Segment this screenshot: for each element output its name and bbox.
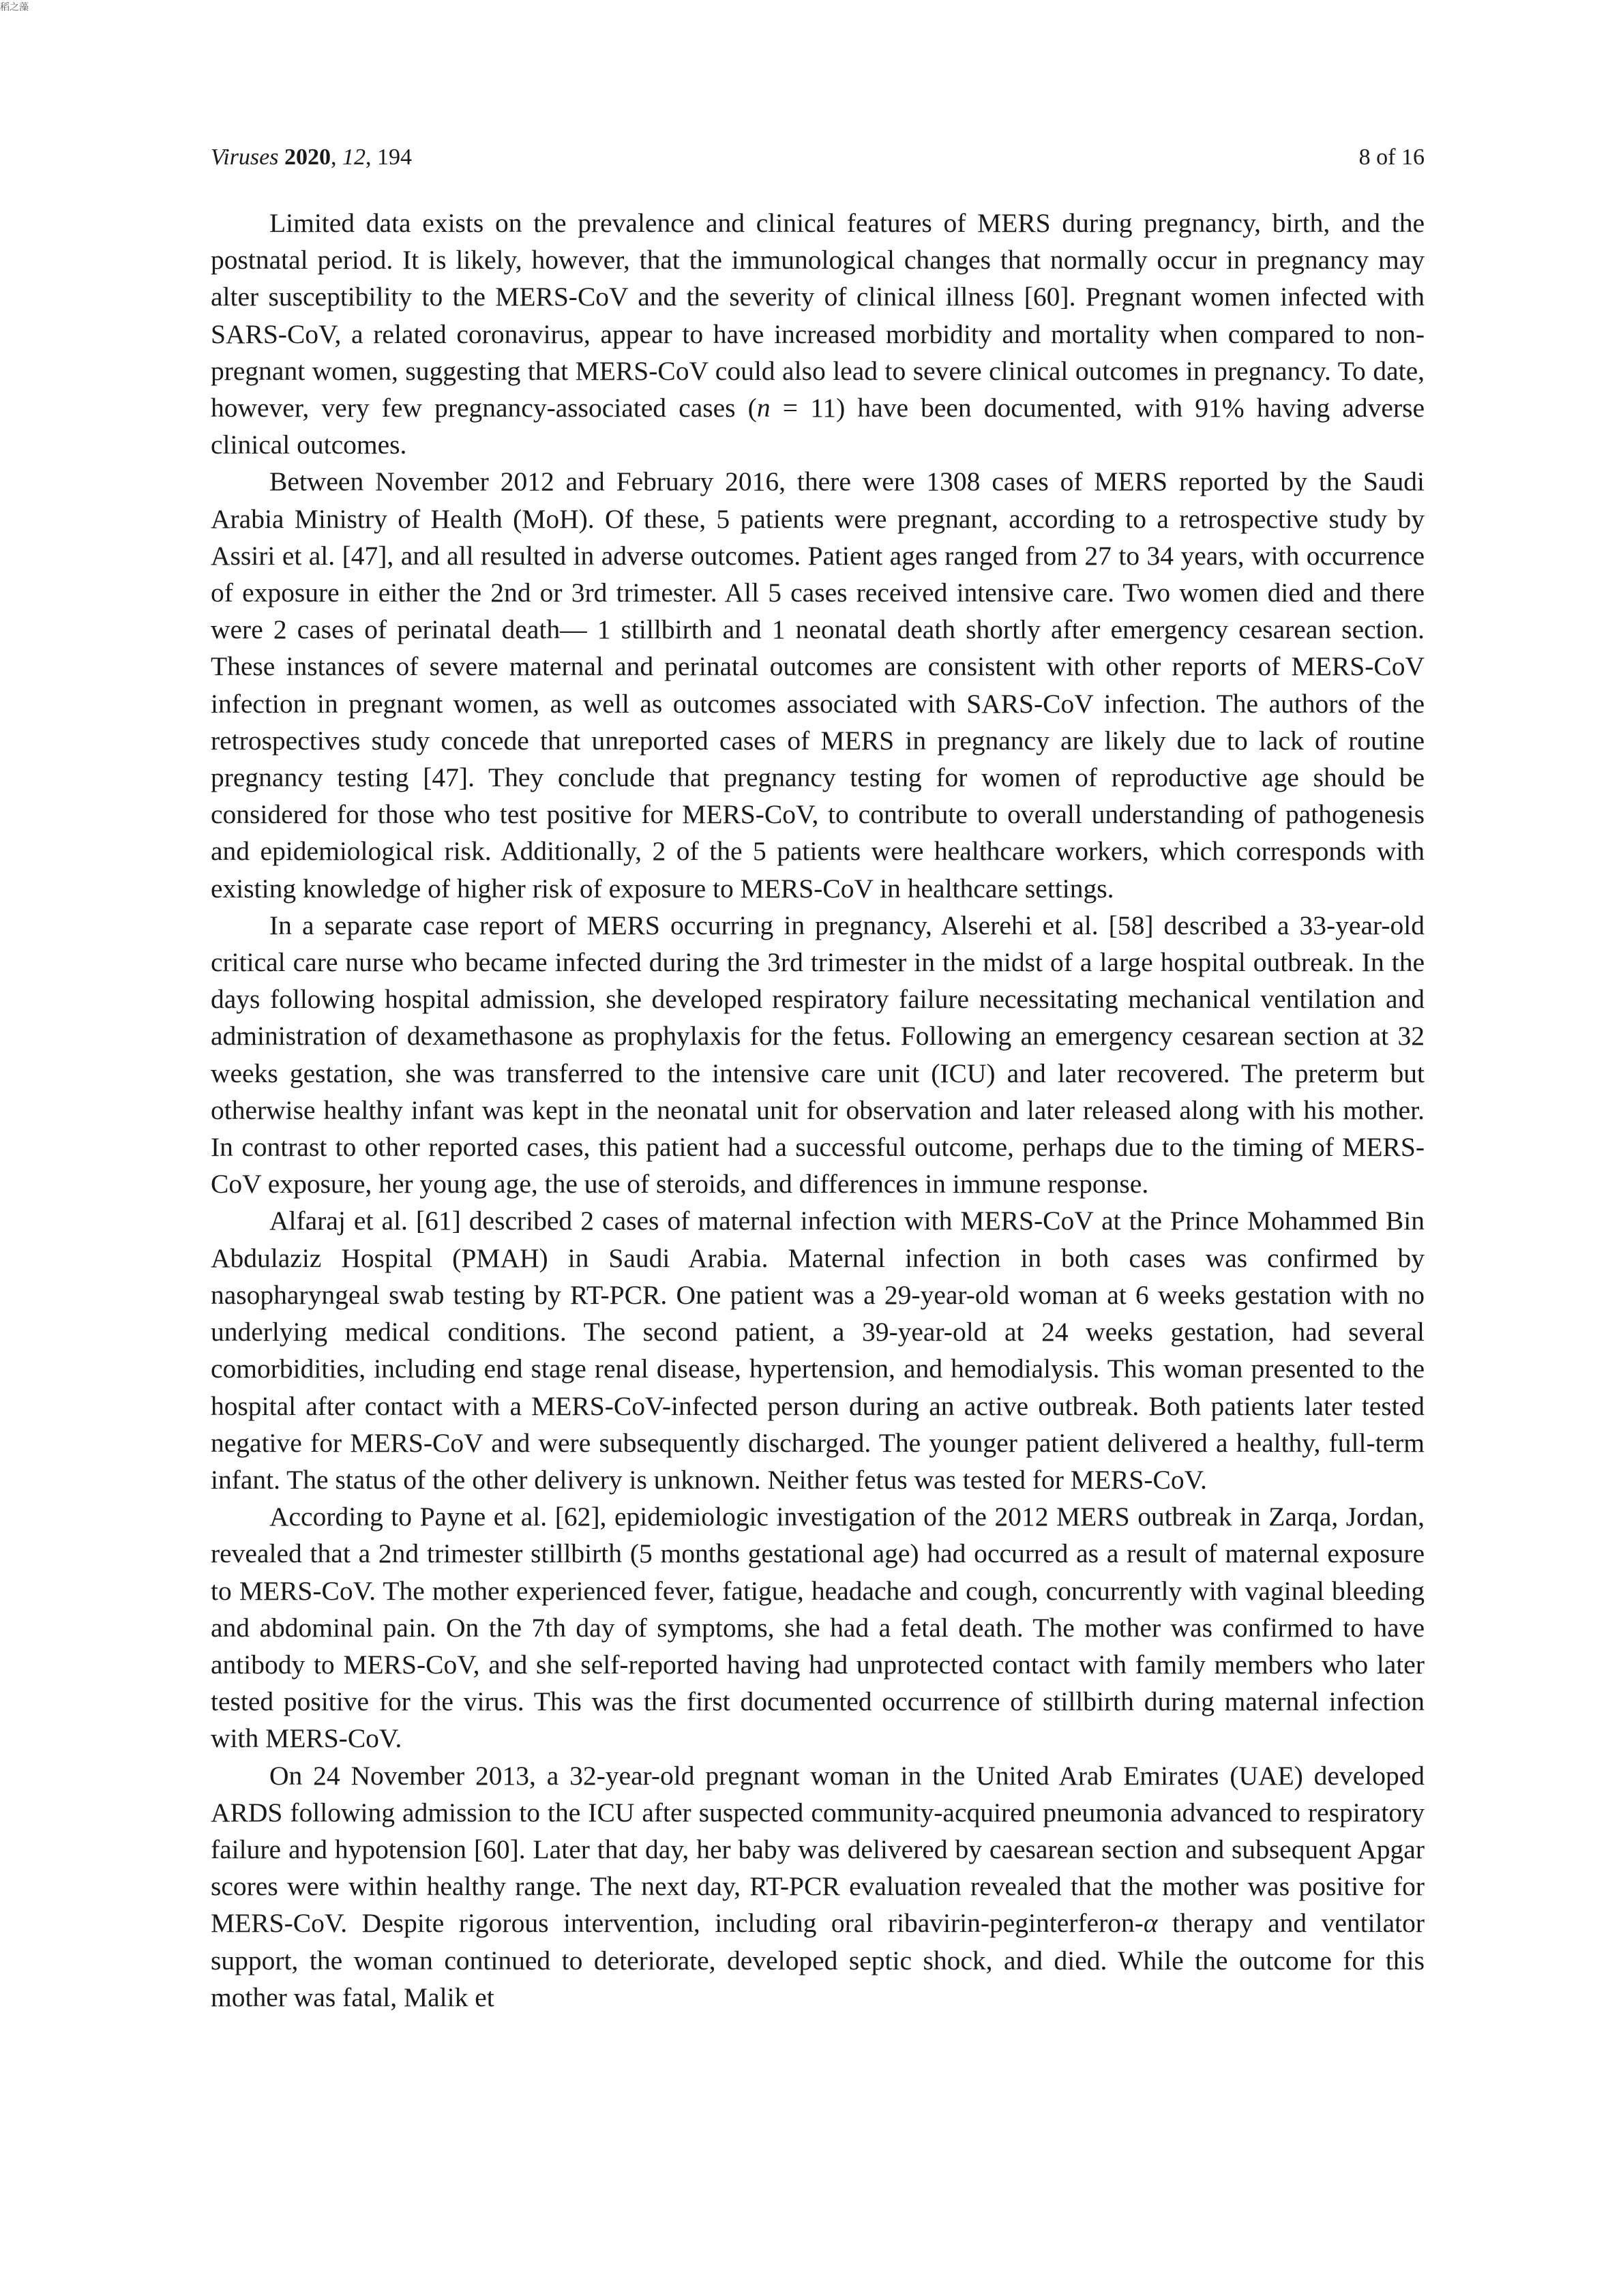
paragraph-2: Between November 2012 and February 2016, there were 1308 cases of MERS reported by the Saudi Arabia Ministry of Health (MoH). Of these, 5 patients were pregnant, according to a retrospective study by Assiri et al. [47], and all resulted in adverse outcomes. Patient ages ranged from 27 to 34 years, with occurrence of exposure in either the 2nd or 3rd trimester. All 5 cases received intensive care. Two women died and there were 2 cases of perinatal death— 1 stillbirth and 1 neonatal death shortly after emergency cesarean section. These instances of severe maternal and perinatal outcomes are consistent with other reports of MERS-CoV infection in pregnant women, as well as outcomes associated with SARS-CoV infection. The authors of the retrospectives study concede that unreported cases of MERS in pregnancy are likely due to lack of routine pregnancy testing [47]. They conclude that pregnancy testing for women of reproductive age should be considered for those who test positive for MERS-CoV, to contribute to overall understanding of pathogenesis and epidemiological risk. Additionally, 2 of the 5 patients were healthcare workers, which corresponds with existing knowledge of higher risk of exposure to MERS-CoV in healthcare settings. [211,466,1425,904]
paragraph-1: Limited data exists on the prevalence and clinical features of MERS during pregnancy, birth, and the postnatal period. It is likely, however, that the immunological changes that normally occur in pregnancy may alter susceptibility to the MERS-CoV and the severity of clinical illness [60]. Pregnant women infected with SARS-CoV, a related coronavirus, appear to have increased morbidity and mortality when compared to non-pregnant women, suggesting that MERS-CoV could also lead to severe clinical outcomes in pregnancy. To date, however, very few pregnancy-associated cases (n = 11) have been documented, with 91% having adverse clinical outcomes. [211,208,1425,460]
paragraph-6: On 24 November 2013, a 32-year-old pregnant woman in the United Arab Emirates (UAE) developed ARDS following admission to the ICU after suspected community-acquired pneumonia advanced to respiratory failure and hypotension [60]. Later that day, her baby was delivered by caesarean section and subsequent Apgar scores were within healthy range. The next day, RT-PCR evaluation revealed that the mother was positive for MERS-CoV. Despite rigorous intervention, including oral ribavirin-peginterferon-α therapy and ventilator support, the woman continued to deteriorate, developed septic shock, and died. While the outcome for this mother was fatal, Malik et [211,1760,1425,2012]
article-number: , 194 [365,145,412,170]
journal-volume: 12 [342,145,366,170]
italic-alpha: α [1143,1908,1158,1939]
journal-name: Viruses [211,145,279,170]
paragraph-5: According to Payne et al. [62], epidemiologic investigation of the 2012 MERS outbreak in Zarqa, Jordan, revealed that a 2nd trimester stillbirth (5 months gestational age) had occurred as a result of maternal exposure to MERS-CoV. The mother experienced fever, fatigue, headache and cough, concurrently with vaginal bleeding and abdominal pain. On the 7th day of symptoms, she had a fetal death. The mother was confirmed to have antibody to MERS-CoV, and she self-reported having had unprotected contact with family members who later tested positive for the virus. This was the first documented occurrence of stillbirth during maternal infection with MERS-CoV. [211,1502,1425,1754]
journal-year: 2020 [284,145,331,170]
paragraph-3: In a separate case report of MERS occurring in pregnancy, Alserehi et al. [58] described a 33-year-old critical care nurse who became infected during the 3rd trimester in the midst of a large hospital outbreak. In the days following hospital admission, she developed respiratory failure necessitating mechanical ventilation and administration of dexamethasone as prophylaxis for the fetus. Following an emergency cesarean section at 32 weeks gestation, she was transferred to the intensive care unit (ICU) and later recovered. The preterm but otherwise healthy infant was kept in the neonatal unit for observation and later released along with his mother. In contrast to other reported cases, this patient had a successful outcome, perhaps due to the timing of MERS-CoV exposure, her young age, the use of steroids, and differences in immune response. [211,910,1425,1199]
paragraph-4: Alfaraj et al. [61] described 2 cases of maternal infection with MERS-CoV at the Prince Mohammed Bin Abdulaziz Hospital (PMAH) in Saudi Arabia. Maternal infection in both cases was confirmed by nasopharyngeal swab testing by RT-PCR. One patient was a 29-year-old woman at 6 weeks gestation with no underlying medical conditions. The second patient, a 39-year-old at 24 weeks gestation, had several comorbidities, including end stage renal disease, hypertension, and hemodialysis. This woman presented to the hospital after contact with a MERS-CoV-infected person during an active outbreak. Both patients later tested negative for MERS-CoV and were subsequently discharged. The younger patient delivered a healthy, full-term infant. The status of the other delivery is unknown. Neither fetus was tested for MERS-CoV. [211,1206,1425,1495]
citation: Viruses 2020, 12, 194 [211,145,412,170]
body-text [211,205,1425,2016]
italic-n: n [756,393,771,423]
corner-mark: 稻之藻 [0,2,29,13]
running-header [211,145,1425,170]
page-number: 8 of 16 [1358,145,1425,170]
